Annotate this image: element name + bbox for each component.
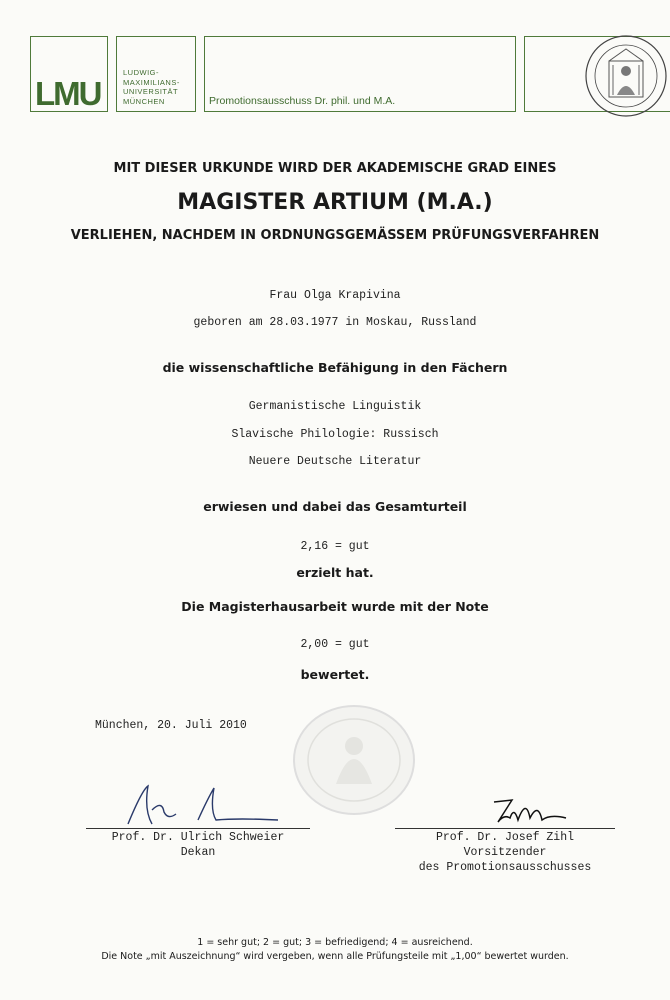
university-name [123, 68, 180, 106]
thesis-outro: bewertet. [300, 667, 370, 682]
right-signatory-role-1: Vorsitzender [463, 846, 547, 859]
signature-right-icon [486, 792, 576, 828]
certificate-intro: MIT DIESER URKUNDE WIRD DER AKADEMISCHE GRAD EINES [113, 161, 557, 176]
grading-scale: 1 = sehr gut; 2 = gut; 3 = befriedigend; 4 = ausreichend. [197, 937, 473, 948]
university-line-4: MÜNCHEN [123, 96, 165, 106]
subjects-intro: die wissenschaftliche Befähigung in den Fächern [162, 360, 508, 375]
university-line-2: MAXIMILIANS- [123, 77, 180, 87]
right-signatory-role-2: des Promotionsausschusses [418, 861, 592, 874]
signature-line-right [395, 828, 615, 829]
university-line-1: LUDWIG- [123, 68, 159, 77]
subject-2: Slavische Philologie: Russisch [231, 428, 439, 441]
seal-box [524, 36, 670, 112]
degree-title: MAGISTER ARTIUM (M.A.) [177, 190, 493, 215]
logo-box [30, 36, 108, 112]
university-seal-icon [581, 31, 670, 121]
overall-outro: erzielt hat. [296, 565, 374, 580]
right-signatory-name: Prof. Dr. Josef Zihl [435, 831, 575, 844]
committee-box [204, 36, 516, 112]
signature-left-icon [118, 780, 288, 830]
overall-intro: erwiesen und dabei das Gesamturteil [203, 499, 467, 514]
certificate-conferral: VERLIEHEN, NACHDEM IN ORDNUNGSGEMÄSSEM PRÜFUNGSVERFAHREN [70, 228, 600, 243]
left-signatory-role: Dekan [180, 846, 216, 859]
left-signatory-name: Prof. Dr. Ulrich Schweier [111, 831, 285, 844]
subject-3: Neuere Deutsche Literatur [248, 455, 422, 468]
embossed-seal-icon [291, 704, 417, 816]
thesis-intro: Die Magisterhausarbeit wurde mit der Note [181, 599, 489, 614]
recipient-birth: geboren am 28.03.1977 in Moskau, Russland [193, 316, 477, 329]
distinction-note: Die Note „mit Auszeichnung“ wird vergeben, wenn alle Prüfungsteile mit „1,00“ bewertet wurden. [101, 951, 569, 962]
lmu-logo: LMU [35, 75, 101, 112]
recipient-name: Frau Olga Krapivina [269, 289, 401, 302]
university-line-3: UNIVERSITÄT [123, 87, 179, 96]
place-date: München, 20. Juli 2010 [95, 719, 247, 732]
signature-line-left [86, 828, 310, 829]
overall-grade: 2,16 = gut [300, 540, 370, 553]
thesis-grade: 2,00 = gut [300, 638, 370, 651]
committee-title: Promotionsausschuss Dr. phil. und M.A. [209, 95, 396, 107]
university-name-box [116, 36, 196, 112]
subject-1: Germanistische Linguistik [248, 400, 422, 413]
